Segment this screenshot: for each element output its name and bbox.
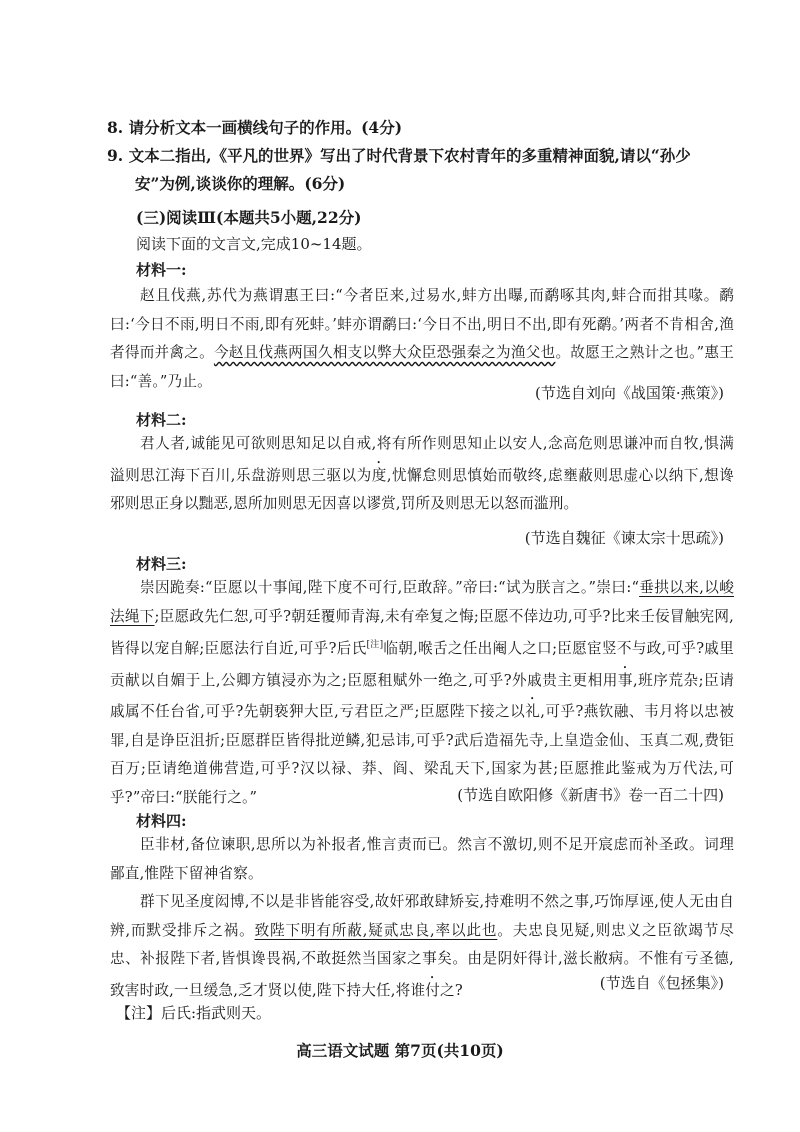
material-3-text-a: 崇因跪奏:“臣愿以十事闻,陛下度不可行,臣敢辞。”帝曰:“试为朕言之。”崇曰:“: [140, 579, 640, 596]
material-4-text-c: 之?: [440, 981, 463, 999]
material-4-source: (节选自《包拯集》): [599, 974, 724, 992]
material-4-title: 材料四:: [136, 812, 187, 830]
material-4-underlined-sentence: 致陛下明有所蔽,疑贰忠良,率以此也: [254, 921, 498, 939]
material-4-dotted-word: 付: [425, 981, 441, 999]
material-3-source: (节选自欧阳修《新唐书》卷一百二十四): [457, 786, 724, 804]
question-9: [107, 142, 747, 198]
footnote: 【注】后氏:指武则天。: [116, 1004, 272, 1022]
material-3-title: 材料三:: [136, 555, 187, 573]
material-2-source: (节选自魏征《谏太宗十思疏》): [524, 529, 724, 547]
material-1-source: (节选自刘向《战国策·燕策》): [535, 384, 724, 402]
material-2-text-b: ,忧懈怠则思慎始而敬终,虑壅蔽则思虚心以纳下,想谗邪则思正身以黜恶,恩所加则思无因喜以谬赏,罚所及则思无以怒而滥刑。: [110, 466, 734, 513]
material-2-text: [110, 430, 734, 519]
material-3-text: [110, 574, 734, 813]
material-1-text-a: 赵且伐燕,苏代为燕谓惠王曰:“今者臣来,过易水,蚌方出曝,而鹬啄其肉,蚌合而拑其喙。鹬曰:‘今日不雨,明日不雨,即有死蚌。’蚌亦谓鹬曰:‘今日不出,明日不出,即有死鹬。’两者不肯相舍,渔者得而并禽之。: [110, 287, 734, 362]
note-marker: [注]: [366, 640, 384, 651]
material-3-dotted-word-1: 事: [617, 671, 633, 689]
question-9-line-1: 9. 文本二指出,《平凡的世界》写出了时代背景下农村青年的多重精神面貌,请以“孙少: [107, 146, 691, 165]
question-9-line-2: 安”为例,谈谈你的理解。(6分): [135, 174, 346, 193]
material-3-text-b: ;臣愿政先仁恕,可乎?朝廷覆师青海,未有牵复之悔;臣愿不倖边功,可乎?比来壬佞冒触宪网,皆得以宠自解;臣愿法行自近,可乎?后氏: [110, 607, 735, 658]
material-3-text-d: ,班序荒杂;臣请戚属不任台省,可乎?先朝亵狎大臣,亏君臣之严;臣愿陛下接之以: [110, 671, 734, 721]
material-1-title: 材料一:: [136, 261, 187, 279]
material-3-underlined-sentence: 垂拱以来,以峻法绳下: [110, 579, 734, 625]
section-title: (三)阅读Ⅲ(本题共5小题,22分): [136, 208, 362, 227]
material-2-title: 材料二:: [136, 411, 187, 429]
material-4-paragraph-1: 臣非材,备位谏职,思所以为补报者,惟言责而已。然言不激切,则不足开宸虑而补圣政。词理鄙直,惟陛下留神省察。: [110, 836, 734, 882]
material-4-text-a: 群下见圣度闳博,不以是非皆能容受,故奸邪敢肆矫妄,持难明不然之事,巧饰厚诬,使人无由自辨,而默受排斥之祸。: [110, 893, 734, 939]
material-2-text-a: 君人者,诚能见可欲则思知足以自戒,将有所作则思知止以安人,念高危则思谦冲而自牧,惧满溢则思江海下百川,乐盘游则思三驱以为: [110, 435, 734, 484]
material-4-text-b: 。夫忠良见疑,则忠义之臣欲竭节尽忠、补报陛下者,皆惧谗畏祸,不敢挺然当国家之事矣。由是阴奸得计,滋长敝病。不惟有亏圣德,致害时政,一旦缓急,乏才贤以使,陛下持大任,将谁: [110, 921, 735, 999]
material-3-text-c: 临朝,喉舌之任出阉人之口;臣愿宦竖不与政,可乎?戚里贡献以自媚于上,公卿方镇浸亦为之;臣愿租赋外一绝之,可乎?外戚贵主更相用: [110, 640, 734, 689]
material-3-text-e: ,可乎?燕钦融、韦月将以忠被罪,自是诤臣沮折;臣愿群臣皆得批逆鳞,犯忌讳,可乎?武后造福先寺,上皇造金仙、玉真二观,费钜百万;臣请绝道佛营造,可乎?汉以禄、莽、阎、梁乱天下,国家为甚;臣愿推此鉴戒为万代法,可乎?”帝曰:“朕能行之。”: [110, 703, 735, 807]
page-footer: 高三语文试题 第7页(共10页): [296, 1041, 504, 1060]
section-instruction: 阅读下面的文言文,完成10~14题。: [136, 235, 372, 253]
material-2-dotted-word: 度: [371, 466, 387, 484]
material-3-dotted-word-2: 礼: [525, 703, 541, 721]
material-1-text-b: 。故愿王之熟计之也。”惠王曰:“善。”乃止。: [110, 344, 734, 390]
material-1-wavy-sentence: 今赵且伐燕两国久相支以弊大众臣恐强秦之为渔父也: [213, 344, 556, 362]
question-8: 8. 请分析文本一画横线句子的作用。(4分): [107, 118, 403, 137]
